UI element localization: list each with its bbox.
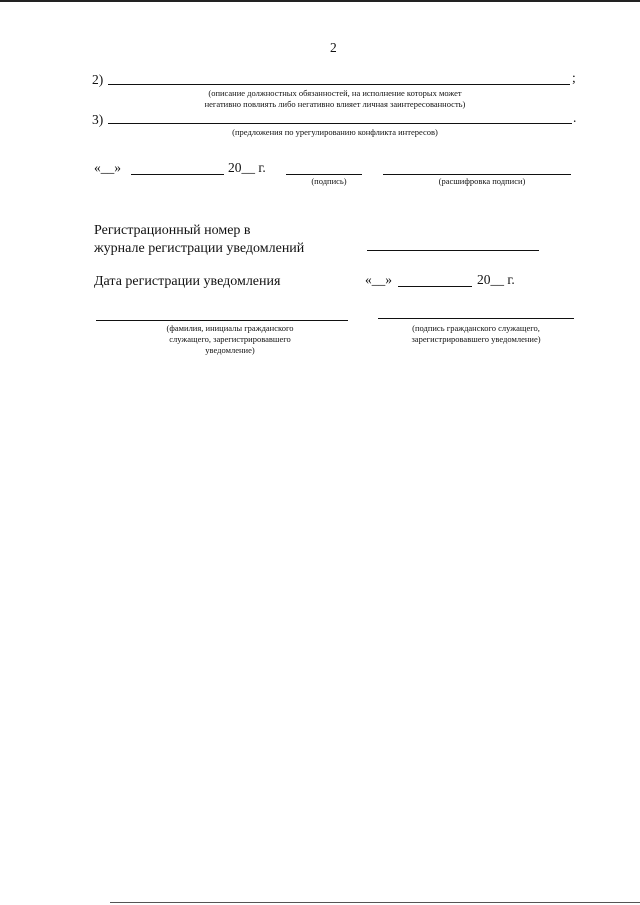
signature-decoding-caption: (расшифровка подписи) (438, 176, 526, 186)
page-number: 2 (330, 40, 337, 55)
registrar-name-caption-line3: уведомление) (205, 345, 255, 355)
date-quote: «__» (94, 160, 121, 175)
signature-line (286, 174, 362, 175)
item-3-end: . (573, 110, 577, 125)
registration-date-label: Дата регистрации уведомления (94, 274, 281, 289)
item-2-end: ; (572, 70, 576, 85)
item-2-label: 2) (92, 72, 104, 87)
registrar-signature-caption-line2: зарегистрировавшего уведомление) (411, 334, 541, 344)
item-3-caption: (предложения по урегулированию конфликта интересов) (232, 127, 438, 137)
signature-decoding-line (383, 174, 571, 175)
item-2-fill-line (108, 84, 570, 85)
date-month-line (131, 174, 224, 175)
registrar-signature-line (378, 318, 574, 319)
scan-edge-top (0, 0, 640, 2)
item-3-label: 3) (92, 112, 104, 127)
scan-edge-bottom (110, 902, 640, 903)
item-3-fill-line (108, 123, 572, 124)
registration-date-quote: «__» (365, 272, 392, 287)
registrar-name-line (96, 320, 348, 321)
registrar-name-caption-line2: служащего, зарегистрировавшего (169, 334, 291, 344)
registration-date-month-line (398, 286, 472, 287)
signature-caption: (подпись) (311, 176, 347, 186)
date-year: 20__ г. (228, 160, 266, 175)
registrar-signature-caption-line1: (подпись гражданского служащего, (412, 323, 540, 333)
registration-number-label-line2: журнале регистрации уведомлений (94, 241, 305, 256)
registrar-name-caption-line1: (фамилия, инициалы гражданского (166, 323, 294, 333)
item-2-caption-line2: негативно повлиять либо негативно влияет личная заинтересованность) (204, 99, 466, 109)
registration-number-line (367, 250, 539, 251)
item-2-caption-line1: (описание должностных обязанностей, на исполнение которых может (208, 88, 462, 98)
registration-number-label-line1: Регистрационный номер в (94, 223, 251, 238)
registration-date-year: 20__ г. (477, 272, 515, 287)
